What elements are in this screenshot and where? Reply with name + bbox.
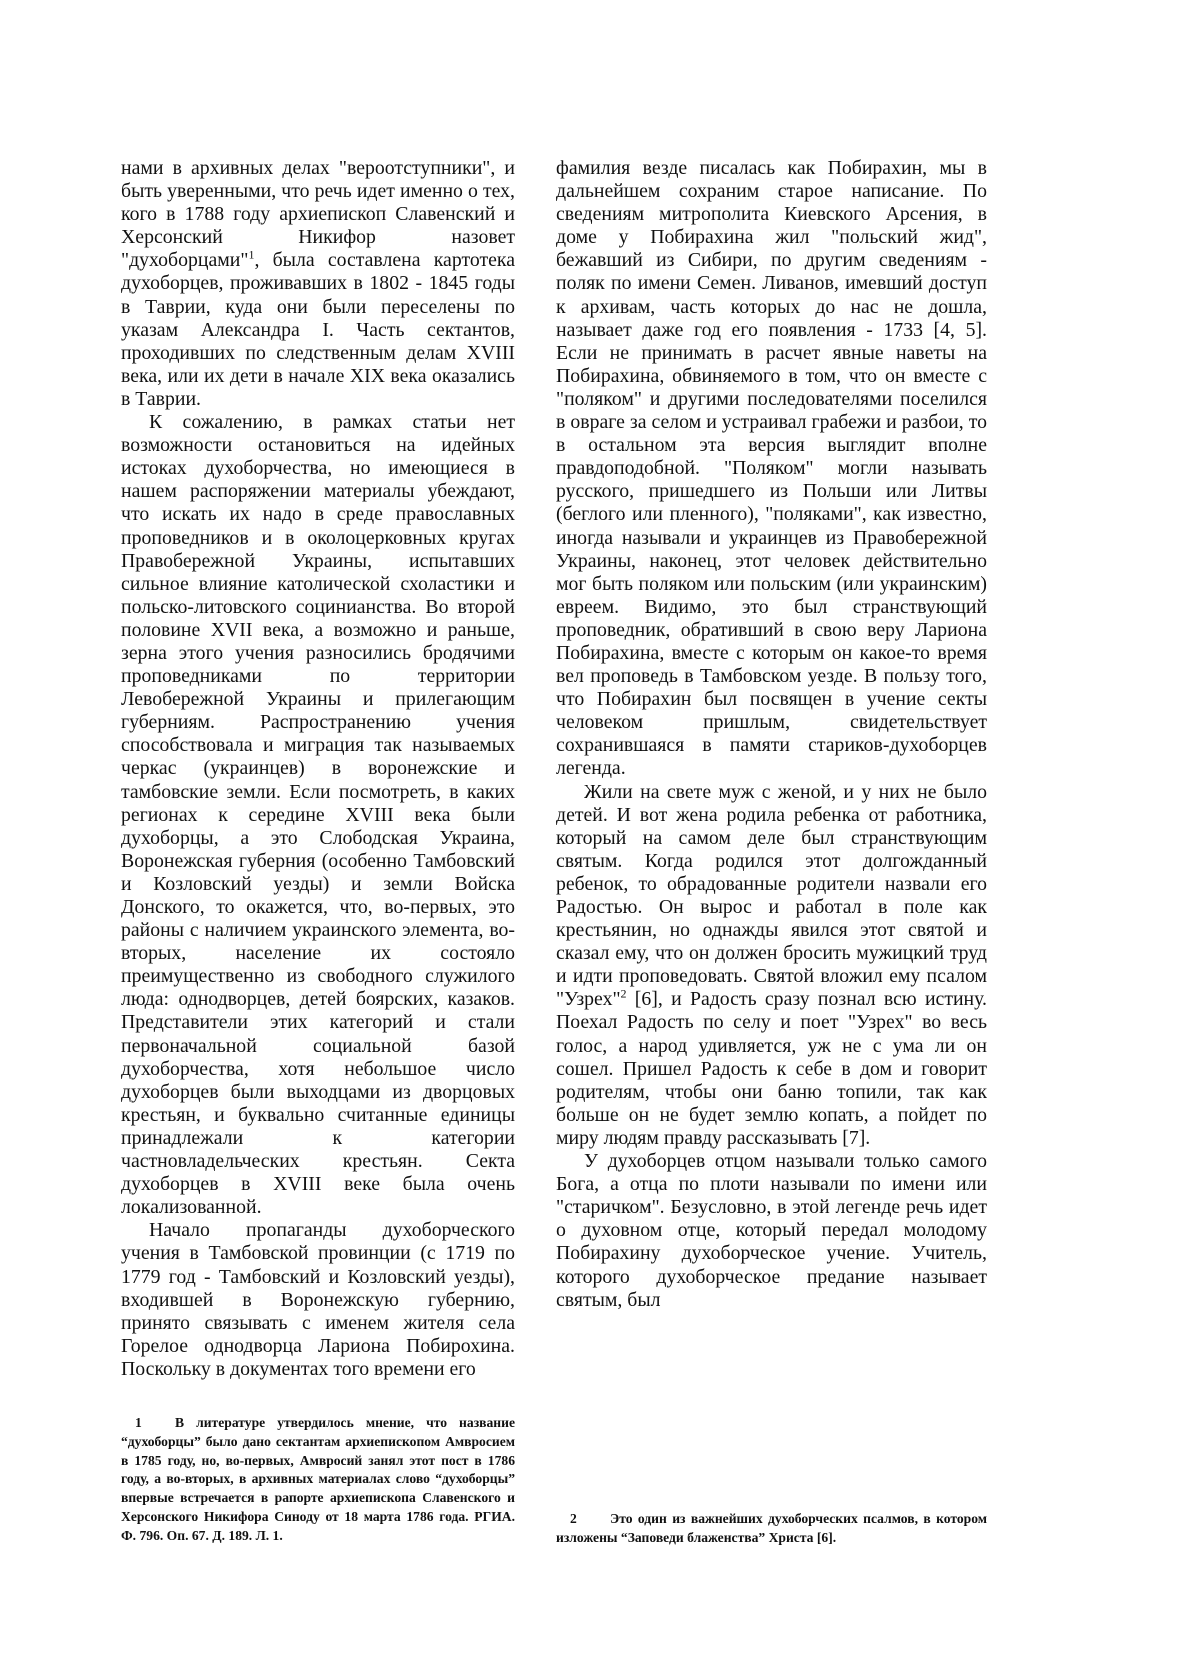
footnote-ref-1: 1 [248, 247, 255, 262]
left-paragraph-3: Начало пропаганды духоборческого учения в Тамбовской провинции (с 1719 по 1779 год - Тамбовский и Козловский уезды), входившей в Воронежскую губернию, принято связывать с именем жителя села Горелое однодворца Лариона Побирохина. Поскольку в документах того времени его [121, 1219, 515, 1380]
right-paragraph-3: У духоборцев отцом называли только самого Бога, а отца по плоти называли по имени или "старичком". Безусловно, в этой легенде речь идет о духовном отце, который передал молодому Побирахину духоборческое учение. Учитель, которого духоборческое предание называет святым, был [556, 1150, 987, 1311]
footnote-ref-2: 2 [620, 986, 627, 1001]
right-paragraph-2: Жили на свете муж с женой, и у них не было детей. И вот жена родила ребенка от работника, который на самом деле был странствующим святым. Когда родился этот долгожданный ребенок, то обрадованные родители назвали его Радостью. Он вырос и работал в поле как крестьянин, но однажды явился этот святой и сказал ему, что он должен бросить мужицкий труд и идти проповедовать. Святой вложил ему псалом "Узрех"$^2$ [6], и Радость сразу познал всю истину. Поехал Радость по селу и поет "Узрех" во весь голос, а народ удивляется, уж не с ума ли он сошел. Пришел Радость к себе в дом и говорит родителям, чтобы они баню топили, так как больше он не будет землю копать, а пойдет по миру людям правду рассказывать [7]. [556, 780, 987, 1149]
footnote-1-number: 1 [135, 1415, 142, 1430]
footnote-1 [121, 1414, 515, 1546]
footnote-1-text: В литературе утвердилось мнение, что название “духоборцы” было дано сектантам архиепископом Амвросием в 1785 году, но, во-первых, Амвросий занял этот пост в 1786 году, а во-вторых, в архивных материалах слово “духоборцы” впервые встречается в рапорте архиепископа Славенского и Херсонского Никифора Синоду от 18 марта 1786 года. РГИА. Ф. 796. Оп. 67. Д. 189. Л. 1. [121, 1415, 515, 1543]
footnote-2-number: 2 [570, 1511, 577, 1526]
footnote-2 [556, 1510, 987, 1548]
left-column [121, 157, 515, 1381]
left-paragraph-1: нами в архивных делах "вероотступники", и быть уверенными, что речь идет именно о тех, кого в 1788 году архиепископ Славенский и Херсонский Никифор назовет "духоборцами"$^1$, была составлена картотека духоборцев, проживавших в 1802 - 1845 годы в Таврии, куда они были переселены по указам Александра I. Часть сектантов, проходивших по следственным делам XVIII века, или их дети в начале XIX века оказались в Таврии. [121, 157, 515, 410]
left-paragraph-2: К сожалению, в рамках статьи нет возможности остановиться на идейных истоках духоборчества, но имеющиеся в нашем распоряжении материалы убеждают, что искать их надо в среде православных проповедников и в околоцерковных кругах Правобережной Украины, испытавших сильное влияние католической схоластики и польско-литовского социнианства. Во второй половине XVII века, а возможно и раньше, зерна этого учения разносились бродячими проповедниками по территории Левобережной Украины и прилегающим губерниям. Распространению учения способствовала и миграция так называемых черкас (украинцев) в воронежские и тамбовские земли. Если посмотреть, в каких регионах к середине XVIII века были духоборцы, а это Слободская Украина, Воронежская губерния (особенно Тамбовский и Козловский уезды) и земли Войска Донского, то окажется, что, во-первых, это районы с наличием украинского элемента, во-вторых, население их состояло преимущественно из свободного служилого люда: однодворцев, детей боярских, казаков. Представители этих категорий и стали первоначальной социальной базой духоборчества, хотя небольшое число духоборцев были выходцами из дворцовых крестьян, и буквально считанные единицы принадлежали к категории частновладельческих крестьян. Секта духоборцев в XVIII веке была очень локализованной. [121, 411, 515, 1219]
footnote-2-text: Это один из важнейших духоборческих псалмов, в котором изложены “Заповеди блаженства” Христа [6]. [556, 1511, 987, 1545]
right-paragraph-1: фамилия везде писалась как Побирахин, мы в дальнейшем сохраним старое написание. По сведениям митрополита Киевского Арсения, в доме у Побирахина жил "польский жид", бежавший из Сибири, по другим сведениям - поляк по имени Семен. Ливанов, имевший доступ к архивам, часть которых до нас не дошла, называет даже год его появления - 1733 [4, 5]. Если не принимать в расчет явные наветы на Побирахина, обвиняемого в том, что он вместе с "поляком" и другими последователями поселился в овраге за селом и устраивал грабежи и разбои, то в остальном эта версия выглядит вполне правдоподобной. "Поляком" могли называть русского, пришедшего из Польши или Литвы (беглого или пленного), "поляками", как известно, иногда называли и украинцев из Правобережной Украины, наконец, этот человек действительно мог быть поляком или польским (или украинским) евреем. Видимо, это был странствующий проповедник, обративший в свою веру Лариона Побирахина, вместе с которым он какое-то время вел проповедь в Тамбовском уезде. В пользу того, что Побирахин был посвящен в учение секты человеком пришлым, свидетельствует сохранившаяся в памяти стариков-духоборцев легенда. [556, 157, 987, 780]
right-column [556, 157, 987, 1312]
